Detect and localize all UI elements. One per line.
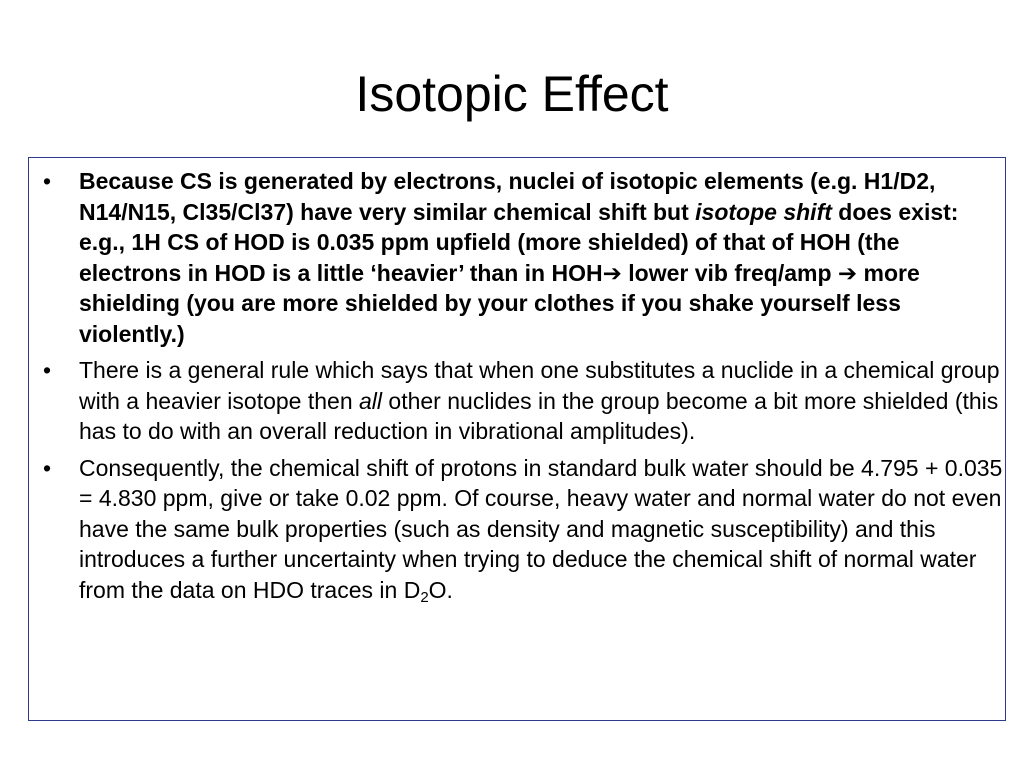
italic-text: isotope shift [695, 198, 832, 225]
text-span: does exist: e.g., 1H CS of HOD is 0.035 ppm upfield (more shielded) of that of HOH (the electrons in HOD is a little ‘heavier’ than in HOH [79, 198, 959, 286]
content-box [28, 157, 1006, 721]
bullet-dot: • [43, 357, 52, 383]
bullet-dot: • [43, 168, 52, 194]
bullet-dot: • [43, 454, 52, 481]
bullet-item-general-rule [39, 355, 1005, 447]
text-span: other nuclides in the group become a bit more shielded (this has to do with an overall reduction in vibrational amplitudes). [79, 387, 999, 444]
slide-title: Isotopic Effect [355, 66, 669, 122]
subscript-text: 2 [420, 588, 429, 606]
text-span: There is a general rule which says that when one substitutes a nuclide in a chemical group with a heavier isotope then [79, 357, 1000, 414]
right-arrow-icon: ➔ [837, 259, 858, 286]
text-span: O. [428, 576, 453, 603]
bullet-text [79, 168, 958, 347]
text-span: lower vib freq/amp [621, 259, 838, 286]
text-span: Because CS is generated by electrons, nuclei of isotopic elements (e.g. H1/D2, N14/N15, Cl35/Cl37) have very similar chemical shift but [79, 168, 936, 225]
bullet-text [79, 454, 1003, 606]
bullet-text [79, 357, 1000, 444]
italic-text: all [359, 387, 383, 414]
bullet-item-cs-electrons [39, 166, 1005, 349]
text-span: more shielding (you are more shielded by your clothes if you shake yourself less violently.) [79, 259, 920, 347]
bullet-item-bulk-water [39, 453, 1005, 606]
right-arrow-icon: ➔ [602, 259, 622, 286]
text-span: Consequently, the chemical shift of protons in standard bulk water should be 4.795 + 0.035 = 4.830 ppm, give or take 0.02 ppm. Of course, heavy water and normal water do not even have the same bulk properties (such as density and magnetic susceptibility) and this introduces a further uncertainty when trying to deduce the chemical shift of normal water from the data on HDO traces in D [79, 454, 1003, 603]
bullet-list [39, 166, 1005, 611]
